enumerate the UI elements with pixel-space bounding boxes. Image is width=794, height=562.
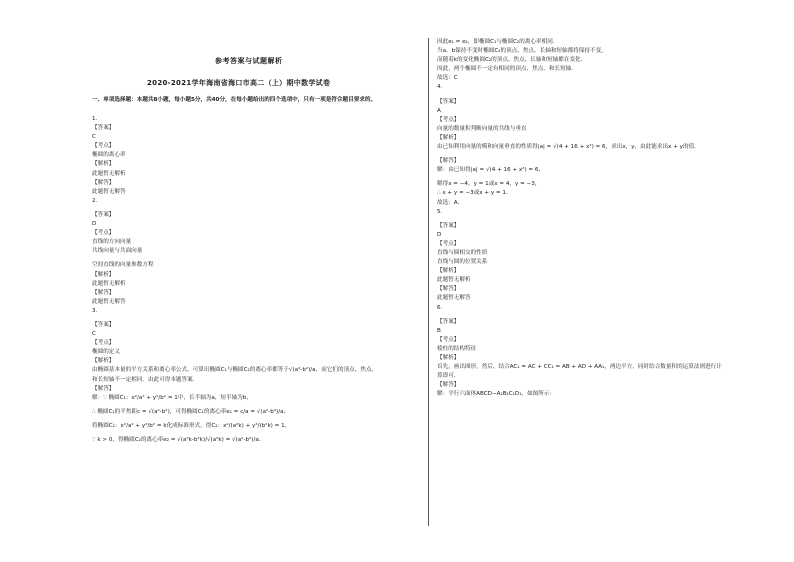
right-line: 此题暂无解析 xyxy=(437,277,471,284)
right-line: 解得x = −4，y = 1或x = 4，y = −3， xyxy=(437,181,541,188)
right-line: A xyxy=(437,107,441,114)
right-line: 【解答】 xyxy=(437,382,460,389)
right-line: 解：平行六面体ABCD−A₁B₁C₁D₁，如图所示： xyxy=(437,391,556,398)
right-line: D xyxy=(437,231,442,238)
left-line: 【答案】 xyxy=(92,125,115,132)
right-line: 【答案】 xyxy=(437,318,460,325)
left-line: 2. xyxy=(92,197,98,204)
page-title: 参考答案与试题解析 xyxy=(215,57,283,65)
left-line: 【考点】 xyxy=(92,230,115,237)
left-line: 椭圆的定义 xyxy=(92,349,120,356)
right-line: 故选：A． xyxy=(437,199,464,206)
left-line: 共线向量与共面向量 xyxy=(92,248,143,255)
right-line: ∴ x + y = −3或x + y = 1． xyxy=(437,190,512,197)
right-line: 因此e₁ = e₂，即椭圆C₁与椭圆C₂的离心率相同． xyxy=(437,39,559,45)
left-line: C xyxy=(92,331,96,338)
right-line: 6. xyxy=(437,304,443,311)
left-line: 【答案】 xyxy=(92,211,115,218)
left-line: ∵ k > 0，得椭圆C₂的离心率e₂ = √(a²k-b²k)/√(a²k) = √(a²-b²)/a． xyxy=(92,437,265,443)
right-line: 5. xyxy=(437,208,443,215)
right-line: 【考点】 xyxy=(437,116,460,123)
left-line: 【解答】 xyxy=(92,289,115,296)
right-line: 直线与圆相交的性质 xyxy=(437,249,488,256)
left-line: 【解答】 xyxy=(92,385,115,392)
left-line: 【解析】 xyxy=(92,161,115,168)
right-line: 【考点】 xyxy=(437,240,460,247)
right-line: 【考点】 xyxy=(437,336,460,343)
left-line: 此题暂无解答 xyxy=(92,188,126,195)
left-line: 【解答】 xyxy=(92,179,115,186)
right-line: 因此，两个椭圆不一定有相同的顶点、焦点、和长短轴． xyxy=(437,66,577,73)
left-line: 【考点】 xyxy=(92,143,115,150)
left-line: 和长短轴不一定相同．由此可得本题答案． xyxy=(92,376,199,383)
right-line: 而随着k的变化椭圆C₂的顶点、焦点、长轴和短轴都在变化． xyxy=(437,57,587,64)
left-line: 1. xyxy=(92,116,98,122)
left-line: 【考点】 xyxy=(92,340,115,347)
right-line: 【解析】 xyxy=(437,134,460,141)
right-line: 当a、b保持不变时椭圆C₂的顶点、焦点、长轴和短轴都将保持不变， xyxy=(437,48,607,55)
left-line: 【解析】 xyxy=(92,271,115,278)
left-line: C xyxy=(92,134,96,141)
left-line: 直线的方向向量 xyxy=(92,239,132,246)
section-heading xyxy=(92,96,392,105)
column-divider xyxy=(428,38,429,526)
right-line: 【答案】 xyxy=(437,222,460,229)
left-line: 此题暂无解析 xyxy=(92,280,126,287)
left-line: 此题暂无解答 xyxy=(92,298,126,305)
left-line: 此题暂无解析 xyxy=(92,170,126,177)
left-line: 空间直线的向量参数方程 xyxy=(92,262,154,269)
left-line: 3. xyxy=(92,307,98,314)
left-line: 【答案】 xyxy=(92,321,115,328)
right-line: 解：由已知得|a| = √(4 + 16 + x²) = 6， xyxy=(437,167,545,174)
right-line: 【解析】 xyxy=(437,355,460,361)
right-line: 【答案】 xyxy=(437,98,460,105)
right-line: 【解析】 xyxy=(437,268,460,275)
right-line: 【解答】 xyxy=(437,158,460,165)
right-line: 首先，画出图形，然后，结合AC₁ = AC + CC₁ = AB + AD + AA₁，两边平方，同时结合数量积的运算法则进行计 xyxy=(437,364,722,371)
left-line: 将椭圆C₂：x²/a² + y²/b² = k化成标准形式，得C₂：x²/(a²k) + y²/(b²k) = 1， xyxy=(92,422,291,429)
left-line: 由椭圆基本量的平方关系和离心率公式，可算出椭圆C₁与椭圆C₂的离心率都等于√(a²-b²)/a，而它们的顶点、焦点、 xyxy=(92,367,378,374)
right-line: 向量的数量积判断向量的共线与垂直 xyxy=(437,125,527,132)
left-line: 解：∵ 椭圆C₁：x²/a² + y²/b² = 1中，长半轴为a，短半轴为b， xyxy=(92,394,252,401)
right-line: 4. xyxy=(437,84,443,91)
right-line: 【解答】 xyxy=(437,286,460,293)
right-line: B xyxy=(437,327,441,334)
left-line: 【解析】 xyxy=(92,358,115,365)
right-line: 直线与圆的位置关系 xyxy=(437,259,488,266)
exam-subtitle: 2020-2021学年海南省海口市高二（上）期中数学试卷 xyxy=(147,79,331,87)
right-line: 此题暂无解答 xyxy=(437,295,471,302)
right-column xyxy=(437,38,777,399)
left-line: ∴ 椭圆C₁的半焦距c = √(a²-b²)，可得椭圆C₁的离心率e₁ = c/a = √(a²-b²)/a； xyxy=(92,408,290,415)
right-line: 故选：C xyxy=(437,75,458,82)
right-line: 棱柱的结构特征 xyxy=(437,345,477,352)
section-heading-line: 一、单项选择题：本题共8小题，每小题5分，共40分，在每小题给出的四个选项中，只有一项是符合题目要求的。 xyxy=(92,97,377,103)
left-line: 椭圆的离心率 xyxy=(92,152,126,159)
left-column xyxy=(92,115,422,445)
right-line: 由已知利用向量的模和向量垂直的性质得|a| = √(4 + 16 + x²) = 6，求出x，y，由此能求出x + y的值． xyxy=(437,144,700,151)
right-line: 算即可． xyxy=(437,373,460,380)
left-line: D xyxy=(92,221,97,228)
